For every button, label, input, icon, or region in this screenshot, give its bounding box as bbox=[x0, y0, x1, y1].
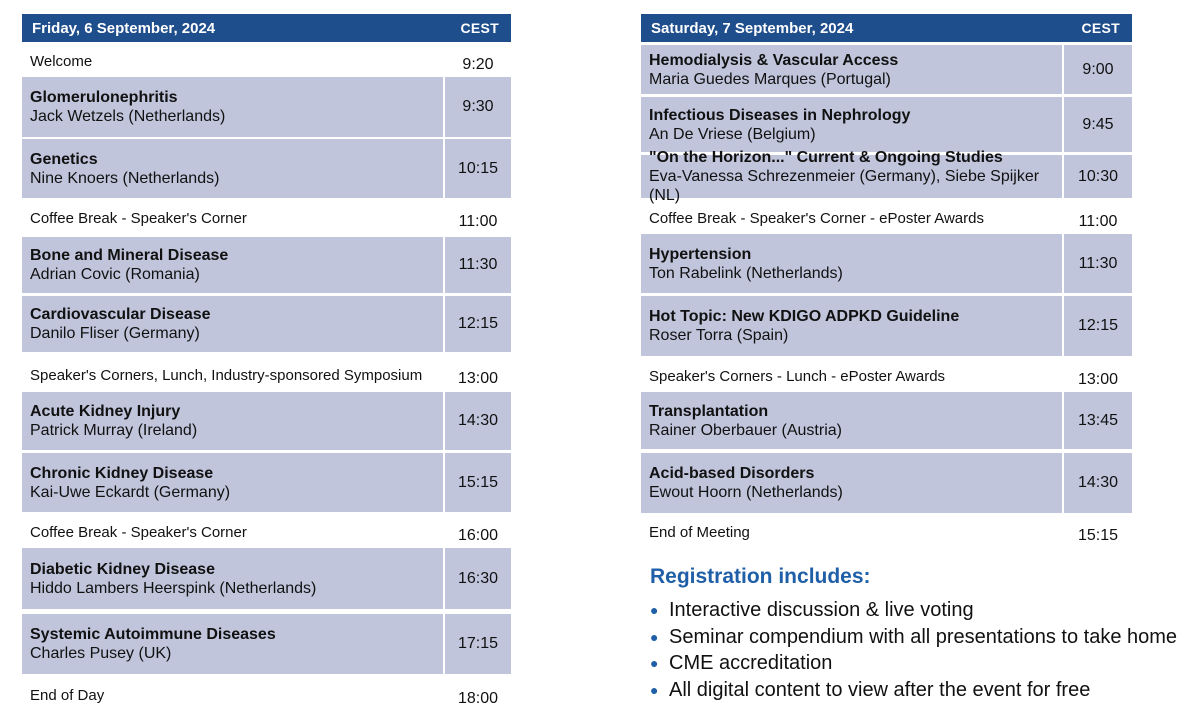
row-content bbox=[22, 392, 443, 450]
session-row bbox=[641, 453, 1132, 513]
row-time: 16:00 bbox=[457, 527, 499, 544]
break-label: Coffee Break - Speaker's Corner bbox=[30, 210, 247, 227]
session-title: Hypertension bbox=[649, 245, 752, 263]
friday-timezone: CEST bbox=[460, 20, 499, 36]
friday-date: Friday, 6 September, 2024 bbox=[32, 19, 216, 37]
registration-box bbox=[650, 565, 1198, 703]
session-speaker: Nine Knoers (Netherlands) bbox=[30, 169, 220, 187]
registration-item: ● CME accreditation bbox=[650, 650, 1198, 677]
row-content bbox=[22, 548, 443, 609]
row-time: 13:00 bbox=[1077, 371, 1119, 388]
row-time: 10:15 bbox=[445, 139, 511, 198]
row-content bbox=[641, 453, 1062, 513]
session-row bbox=[22, 614, 511, 674]
row-time: 9:20 bbox=[462, 56, 494, 73]
saturday-date: Saturday, 7 September, 2024 bbox=[651, 19, 854, 37]
bullet-icon: ● bbox=[650, 681, 659, 698]
bullet-icon: ● bbox=[650, 602, 659, 618]
row-content bbox=[641, 296, 1062, 356]
session-row bbox=[22, 548, 511, 609]
row-time: 10:30 bbox=[1064, 155, 1132, 198]
row-time: 11:30 bbox=[1064, 234, 1132, 293]
session-row bbox=[641, 97, 1132, 152]
session-title: "On the Horizon..." Current & Ongoing Studies bbox=[649, 149, 1003, 166]
session-row bbox=[641, 149, 1132, 204]
session-title: Acid-based Disorders bbox=[649, 465, 815, 482]
session-speaker: Jack Wetzels (Netherlands) bbox=[30, 108, 226, 125]
session-speaker: Maria Guedes Marques (Portugal) bbox=[649, 70, 891, 88]
row-content bbox=[641, 516, 1064, 546]
row-time: 16:30 bbox=[445, 548, 511, 609]
session-title: Infectious Diseases in Nephrology bbox=[649, 106, 911, 124]
row-time: 14:30 bbox=[445, 392, 511, 450]
session-row bbox=[641, 45, 1132, 94]
row-time: 14:30 bbox=[1064, 453, 1132, 513]
session-row bbox=[22, 77, 511, 137]
row-content bbox=[641, 149, 1062, 204]
break-label: Speaker's Corners, Lunch, Industry-sponsored Symposium bbox=[30, 367, 423, 384]
session-title: Genetics bbox=[30, 150, 98, 168]
registration-item: ● All digital content to view after the event for free bbox=[650, 677, 1198, 704]
session-title: Cardiovascular Disease bbox=[30, 306, 211, 323]
row-content bbox=[22, 679, 445, 709]
break-label: Coffee Break - Speaker's Corner - ePoster Awards bbox=[649, 210, 984, 227]
row-time: 15:15 bbox=[445, 453, 511, 512]
friday-schedule bbox=[22, 14, 511, 707]
row-content bbox=[22, 453, 443, 512]
saturday-schedule bbox=[641, 14, 1132, 544]
row-content bbox=[22, 296, 443, 352]
row-content bbox=[641, 97, 1062, 152]
session-row bbox=[641, 234, 1132, 293]
session-title: Bone and Mineral Disease bbox=[30, 247, 229, 264]
row-time: 13:00 bbox=[457, 370, 499, 387]
row-content bbox=[22, 237, 443, 293]
break-row bbox=[22, 45, 511, 76]
session-row bbox=[641, 392, 1132, 449]
registration-title: Registration includes: bbox=[650, 565, 871, 588]
registration-list bbox=[650, 597, 1198, 703]
row-time: 13:45 bbox=[1064, 392, 1132, 449]
break-row bbox=[22, 516, 511, 546]
break-row bbox=[22, 202, 511, 234]
row-content bbox=[641, 392, 1062, 449]
row-content bbox=[22, 614, 443, 674]
session-speaker: Ewout Hoorn (Netherlands) bbox=[649, 484, 843, 501]
session-speaker: Rainer Oberbauer (Austria) bbox=[649, 421, 842, 439]
row-time: 11:30 bbox=[445, 237, 511, 293]
session-speaker: Ton Rabelink (Netherlands) bbox=[649, 264, 843, 282]
session-title: Hemodialysis & Vascular Access bbox=[649, 51, 899, 69]
session-row bbox=[22, 296, 511, 352]
bullet-icon: ● bbox=[650, 655, 659, 671]
row-content bbox=[22, 45, 445, 76]
row-content bbox=[22, 77, 443, 137]
row-content bbox=[641, 234, 1062, 293]
row-content bbox=[641, 202, 1064, 232]
row-content bbox=[22, 516, 445, 546]
friday-header bbox=[22, 14, 511, 42]
session-speaker: Danilo Fliser (Germany) bbox=[30, 325, 200, 342]
row-time: 17:15 bbox=[445, 614, 511, 674]
break-row bbox=[22, 359, 511, 391]
registration-item: ● Seminar compendium with all presentations to take home bbox=[650, 624, 1198, 651]
break-label: Speaker's Corners - Lunch - ePoster Awards bbox=[649, 368, 946, 385]
row-time: 15:15 bbox=[1077, 527, 1119, 544]
session-speaker: Patrick Murray (Ireland) bbox=[30, 422, 198, 439]
break-label: End of Day bbox=[30, 687, 105, 704]
session-title: Acute Kidney Injury bbox=[30, 403, 181, 420]
break-label: Coffee Break - Speaker's Corner bbox=[30, 524, 247, 541]
session-row bbox=[22, 237, 511, 293]
bullet-icon: ● bbox=[650, 628, 659, 645]
saturday-header bbox=[641, 14, 1132, 42]
session-speaker: Eva-Vanessa Schrezenmeier (Germany), Siebe Spijker (NL) bbox=[649, 168, 1040, 204]
session-row bbox=[641, 296, 1132, 356]
row-time: 9:45 bbox=[1064, 97, 1132, 152]
session-row bbox=[22, 392, 511, 450]
break-label: End of Meeting bbox=[649, 524, 750, 541]
row-content bbox=[641, 360, 1064, 390]
row-content bbox=[641, 45, 1062, 94]
session-row bbox=[22, 453, 511, 512]
session-title: Glomerulonephritis bbox=[30, 89, 178, 106]
session-speaker: Roser Torra (Spain) bbox=[649, 327, 789, 344]
row-content bbox=[22, 139, 443, 198]
row-time: 9:00 bbox=[1064, 45, 1132, 94]
break-row bbox=[641, 516, 1132, 546]
session-speaker: Kai-Uwe Eckardt (Germany) bbox=[30, 483, 231, 501]
row-time: 12:15 bbox=[1064, 296, 1132, 356]
break-row bbox=[641, 202, 1132, 232]
session-title: Diabetic Kidney Disease bbox=[30, 560, 215, 578]
row-time: 18:00 bbox=[457, 690, 499, 707]
session-title: Hot Topic: New KDIGO ADPKD Guideline bbox=[649, 308, 960, 325]
session-title: Transplantation bbox=[649, 402, 769, 420]
registration-item: ● Interactive discussion & live voting bbox=[650, 597, 1198, 624]
row-time: 12:15 bbox=[445, 296, 511, 352]
break-row bbox=[22, 679, 511, 709]
session-speaker: Charles Pusey (UK) bbox=[30, 645, 172, 662]
break-row bbox=[641, 360, 1132, 390]
row-content bbox=[22, 202, 445, 234]
session-title: Chronic Kidney Disease bbox=[30, 464, 214, 482]
row-content bbox=[22, 359, 445, 391]
row-time: 11:00 bbox=[458, 213, 498, 230]
session-speaker: An De Vriese (Belgium) bbox=[649, 125, 816, 143]
session-speaker: Hiddo Lambers Heerspink (Netherlands) bbox=[30, 579, 317, 597]
session-speaker: Adrian Covic (Romania) bbox=[30, 266, 200, 283]
row-time: 11:00 bbox=[1078, 213, 1118, 230]
saturday-timezone: CEST bbox=[1081, 20, 1120, 36]
row-time: 9:30 bbox=[445, 77, 511, 137]
session-row bbox=[22, 139, 511, 198]
session-title: Systemic Autoimmune Diseases bbox=[30, 626, 276, 643]
break-label: Welcome bbox=[30, 53, 93, 70]
